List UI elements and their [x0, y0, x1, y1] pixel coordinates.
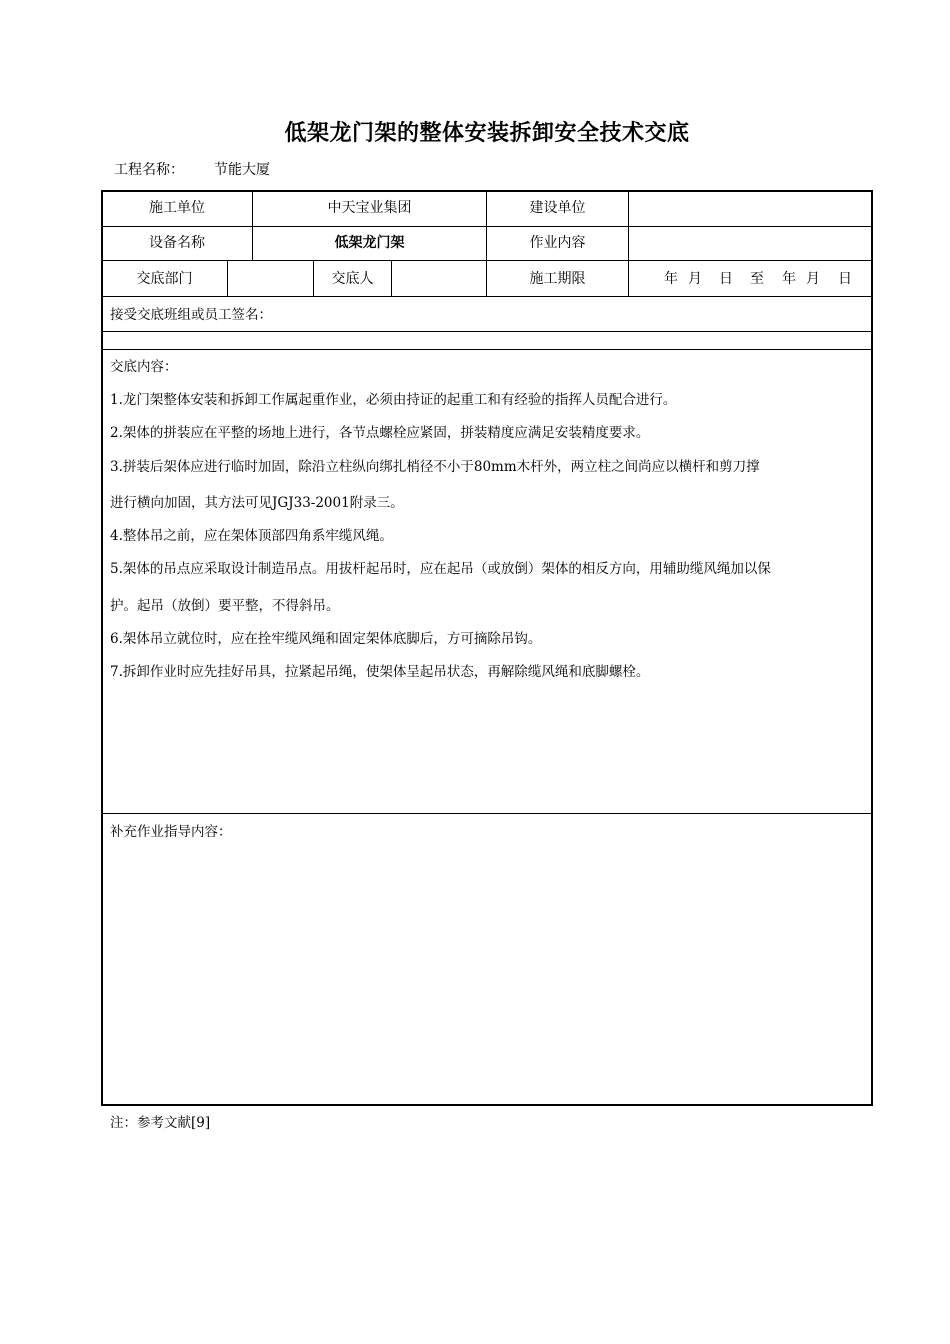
content-line: 6.架体吊立就位时，应在拴牢缆风绳和固定架体底脚后，方可摘除吊钩。	[110, 631, 542, 647]
content-line: 1.龙门架整体安装和拆卸工作属起重作业，必须由持证的起重工和有经验的指挥人员配合进行。	[110, 392, 677, 408]
col-divider	[391, 260, 392, 296]
row-divider	[102, 226, 872, 227]
start-day: 日	[719, 271, 733, 287]
project-name: 节能大厦	[214, 162, 270, 178]
row-divider	[102, 296, 872, 297]
work-content-label: 作业内容	[529, 235, 586, 251]
content-line: 4.整体吊之前，应在架体顶部四角系牢缆风绳。	[110, 528, 393, 544]
signature-label: 接受交底班组或员工签名：	[110, 307, 272, 323]
start-month: 月	[688, 271, 702, 287]
disclosure-table	[101, 190, 873, 1106]
equipment-name-label: 设备名称	[149, 235, 205, 251]
project-line	[114, 159, 270, 179]
start-year: 年	[664, 271, 678, 287]
project-label: 工程名称：	[114, 162, 184, 178]
col-divider	[227, 260, 228, 296]
owner-unit-label: 建设单位	[529, 200, 586, 216]
construction-unit-label: 施工单位	[149, 200, 205, 216]
document-title: 低架龙门架的整体安装拆卸安全技术交底	[284, 121, 690, 146]
end-day: 日	[838, 271, 852, 287]
discloser-label: 交底人	[331, 271, 374, 287]
col-divider	[628, 192, 629, 296]
row-divider	[102, 813, 872, 814]
date-to: 至	[750, 271, 764, 287]
footnote: 注：参考文献[9]	[110, 1115, 211, 1131]
content-line: 5.架体的吊点应采取设计制造吊点。用拔杆起吊时，应在起吊（或放倒）架体的相反方向，用辅助缆风绳加以保	[110, 561, 771, 577]
end-month: 月	[806, 271, 820, 287]
row-divider	[102, 331, 872, 332]
end-year: 年	[782, 271, 796, 287]
content-line: 护。起吊（放倒）要平整，不得斜吊。	[110, 598, 340, 614]
content-line: 2.架体的拼装应在平整的场地上进行，各节点螺栓应紧固，拼装精度应满足安装精度要求。	[110, 425, 650, 441]
row-divider	[102, 260, 872, 261]
construction-period-label: 施工期限	[529, 271, 586, 287]
content-line: 进行横向加固，其方法可见JGJ33-2001附录三。	[110, 495, 404, 511]
disclosure-dept-label: 交底部门	[136, 271, 193, 287]
content-line: 3.拼装后架体应进行临时加固，除沿立柱纵向绑扎梢径不小于80mm木杆外，两立柱之间尚应以横杆和剪刀撑	[110, 459, 760, 475]
supplement-label: 补充作业指导内容：	[110, 824, 232, 840]
equipment-name-value: 低架龙门架	[334, 235, 405, 251]
row-divider	[102, 349, 872, 350]
construction-unit-value: 中天宝业集团	[327, 200, 412, 216]
content-line: 7.拆卸作业时应先挂好吊具，拉紧起吊绳，使架体呈起吊状态，再解除缆风绳和底脚螺栓。	[110, 664, 650, 680]
content-label: 交底内容：	[110, 359, 178, 375]
